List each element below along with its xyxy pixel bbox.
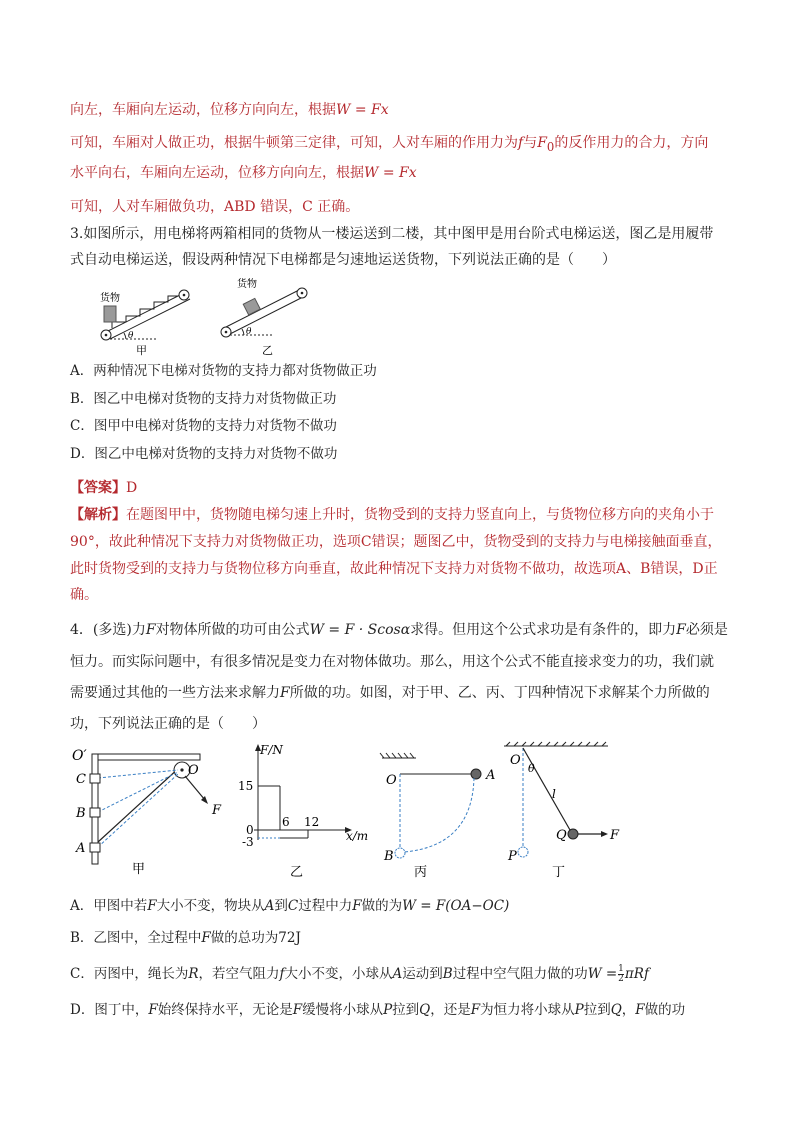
- svg-text:A: A: [76, 841, 86, 856]
- svg-text:P: P: [508, 849, 517, 864]
- q4-stem-line-2: 恒力。而实际问题中，有很多情况是变力在对物体做功。那么，用这个公式不能直接求变力的功，我们就: [70, 654, 714, 670]
- figure-ding: [504, 742, 620, 880]
- q3-option-a[interactable]: A．两种情况下电梯对货物的支持力都对货物做正功: [70, 363, 377, 379]
- escalator-jia: [100, 290, 190, 357]
- svg-text:O: O: [510, 753, 521, 768]
- svg-text:C: C: [76, 772, 86, 787]
- solution-line-3: 水平向右，车厢向左运动，位移方向向左，根据W = Fx: [70, 165, 417, 181]
- solution-line-2: 可知，车厢对人做正功，根据牛顿第三定律，可知，人对车厢的作用力为f与$F_0$的反作用力的合力，方向: [70, 135, 709, 154]
- cargo-box-jia: [104, 306, 116, 322]
- caption-ding: 丁: [552, 865, 566, 880]
- svg-text:θ: θ: [246, 327, 252, 337]
- fraction-one-half: $\frac{1}{2}$: [618, 964, 624, 984]
- svg-text:0: 0: [246, 823, 254, 837]
- caption-yi-4: 乙: [290, 865, 304, 880]
- q4-option-c[interactable]: C．丙图中，绳长为R，若空气阻力f大小不变，小球从A运动到B过程中空气阻力做的功W = $\frac{1}{2}$ πRf: [70, 964, 649, 984]
- figure-yi-graph: [238, 743, 368, 880]
- svg-text:l: l: [552, 787, 556, 801]
- svg-text:6: 6: [282, 815, 290, 829]
- svg-text:F: F: [212, 803, 222, 818]
- svg-text:A: A: [486, 768, 496, 783]
- q4-stem-line-1: 4．(多选)力F对物体所做的功可由公式W = F · Scosα求得。但用这个公式求功是有条件的，即力F必须是: [70, 622, 728, 638]
- q3-option-d[interactable]: D．图乙中电梯对货物的支持力对货物不做功: [70, 446, 338, 462]
- svg-text:θ: θ: [128, 331, 134, 341]
- svg-text:B: B: [76, 806, 86, 821]
- svg-text:O: O: [386, 773, 397, 788]
- figure-bing: [380, 753, 495, 880]
- svg-text:Q: Q: [556, 828, 567, 843]
- q4-option-b[interactable]: B．乙图中，全过程中F做的总功为72J: [70, 930, 301, 946]
- q3-analysis-line-4: 确。: [70, 587, 98, 603]
- svg-text:15: 15: [238, 779, 254, 793]
- svg-text:12: 12: [304, 815, 320, 829]
- solution-line-1: 向左，车厢向左运动，位移方向向左，根据W = Fx: [70, 102, 389, 118]
- caption-yi: 乙: [262, 344, 273, 357]
- q3-analysis-line-1: 【解析】在题图甲中，货物随电梯匀速上升时，货物受到的支持力竖直向上，与货物位移方向的夹角小于: [70, 507, 714, 523]
- q4-option-a[interactable]: A．甲图中若F大小不变，物块从A到C过程中力F做的为W = F(OA−OC): [70, 898, 510, 914]
- formula-w-fx: W = Fx: [336, 102, 389, 118]
- q4-stem-line-3: 需要通过其他的一些方法来求解力F所做的功。如图，对于甲、乙、丙、丁四种情况下求解某个力所做的: [70, 685, 710, 701]
- svg-text:θ: θ: [528, 762, 535, 775]
- q3-figure: [96, 276, 326, 358]
- svg-text:O: O: [188, 763, 199, 778]
- cargo-label-jia: 货物: [100, 293, 120, 304]
- caption-bing: 丙: [414, 865, 428, 880]
- solution-line-4: 可知，人对车厢做负功，ABD 错误，C 正确。: [70, 199, 360, 215]
- q4-stem-line-4: 功，下列说法正确的是（ ）: [70, 716, 266, 732]
- q3-option-c[interactable]: C．图甲中电梯对货物的支持力对货物不做功: [70, 418, 337, 434]
- q3-stem-line-1: 3.如图所示，用电梯将两箱相同的货物从一楼运送到二楼，其中图甲是用台阶式电梯运送，图乙是用履带: [70, 226, 714, 242]
- q3-analysis-line-3: 此时货物受到的支持力与货物位移方向垂直，故此种情况下支持力对货物不做功，故选项A、B错误，D正: [70, 561, 718, 577]
- q3-analysis-line-2: 90°，故此种情况下支持力对货物做正功，选项C错误；题图乙中，货物受到的支持力与电梯接触面垂直，: [70, 534, 722, 550]
- svg-text:F: F: [610, 828, 620, 843]
- svg-text:x/m: x/m: [346, 829, 369, 843]
- q3-answer: 【答案】D: [70, 480, 138, 496]
- svg-text:O′: O′: [72, 748, 87, 764]
- svg-text:F/N: F/N: [260, 743, 283, 757]
- formula-work: W = F · Scosα: [309, 622, 411, 638]
- q4-figure: [70, 742, 630, 887]
- svg-text:B: B: [384, 849, 394, 864]
- escalator-yi: [221, 277, 307, 357]
- caption-jia: 甲: [136, 344, 147, 357]
- cargo-label-yi: 货物: [237, 279, 257, 290]
- q3-stem-line-2: 式自动电梯运送，假设两种情况下电梯都是匀速地运送货物，下列说法正确的是（ ）: [70, 252, 616, 268]
- cargo-box-yi: [243, 298, 260, 315]
- q3-option-b[interactable]: B．图乙中电梯对货物的支持力对货物做正功: [70, 391, 337, 407]
- figure-jia: [72, 748, 222, 877]
- svg-text:-3: -3: [242, 835, 254, 849]
- caption-jia-4: 甲: [132, 862, 146, 877]
- q4-option-d[interactable]: D．图丁中，F始终保持水平，无论是F缓慢将小球从P拉到Q，还是F为恒力将小球从P拉到Q，F做的功: [70, 1002, 686, 1018]
